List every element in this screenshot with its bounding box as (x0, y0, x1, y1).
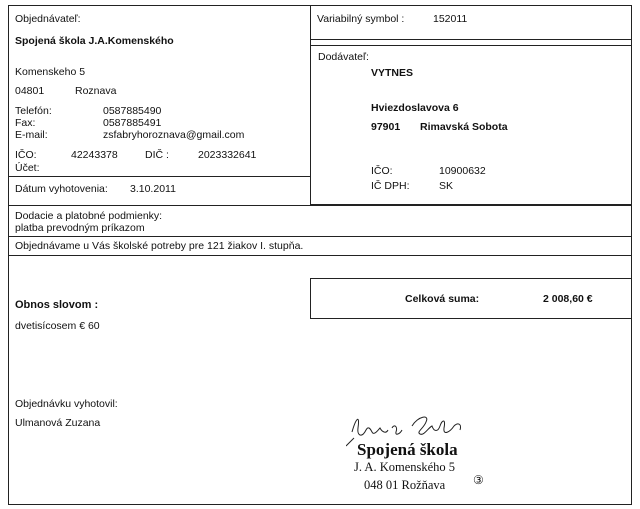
buyer-ico-label: IČO: (15, 149, 37, 161)
buyer-label: Objednávateľ: (15, 13, 81, 25)
supplier-label: Dodávateľ: (318, 51, 369, 63)
buyer-name: Spojená škola J.A.Komenského (15, 35, 174, 47)
terms-label: Dodacie a platobné podmienky: (15, 210, 163, 222)
buyer-street: Komenskeho 5 (15, 66, 86, 78)
date-divider (8, 176, 310, 177)
buyer-email-label: E-mail: (15, 129, 48, 141)
prepared-by-label: Objednávku vyhotovil: (15, 398, 118, 410)
buyer-account-label: Účet: (15, 162, 40, 174)
date-label: Dátum vyhotovenia: (15, 183, 108, 195)
terms-divider-top (8, 205, 632, 206)
variable-symbol-divider (310, 39, 632, 40)
prepared-by-name: Ulmanová Zuzana (15, 417, 101, 429)
supplier-ico: 10900632 (439, 165, 486, 177)
buyer-fax-label: Fax: (15, 117, 36, 129)
buyer-dic: 2023332641 (198, 149, 257, 161)
total-label: Celková suma: (405, 293, 480, 305)
order-text-divider (8, 255, 632, 256)
buyer-email: zsfabryhoroznava@gmail.com (103, 129, 245, 141)
stamp-number: ③ (473, 473, 484, 487)
buyer-dic-label: DIČ : (145, 149, 169, 161)
stamp-line-3: 048 01 Rožňava (364, 478, 446, 492)
stamp-line-1: Spojená škola (357, 440, 458, 459)
total-value: 2 008,60 € (543, 293, 593, 305)
variable-symbol-label: Variabilný symbol : (317, 13, 405, 25)
supplier-name: VYTNES (371, 67, 414, 79)
buyer-fax: 0587885491 (103, 117, 162, 129)
order-text: Objednávame u Vás školské potreby pre 121 žiakov I. stupňa. (15, 240, 304, 252)
buyer-ico: 42243378 (71, 149, 118, 161)
terms-value: platba prevodným príkazom (15, 222, 145, 234)
buyer-zip: 04801 (15, 85, 45, 97)
terms-divider-bottom (8, 236, 632, 237)
variable-symbol-value: 152011 (433, 13, 468, 25)
buyer-city: Roznava (75, 85, 117, 97)
date-value: 3.10.2011 (130, 183, 176, 195)
supplier-ico-label: IČO: (371, 165, 393, 177)
supplier-icdph: SK (439, 180, 454, 192)
buyer-phone-label: Telefón: (15, 105, 52, 117)
volume-value: dvetisícosem € 60 (15, 320, 100, 332)
volume-label: Obnos slovom : (15, 299, 99, 311)
buyer-phone: 0587885490 (103, 105, 162, 117)
supplier-icdph-label: IČ DPH: (371, 180, 410, 192)
stamp-line-2: J. A. Komenského 5 (354, 460, 456, 474)
supplier-zip: 97901 (371, 121, 401, 133)
supplier-city: Rimavská Sobota (420, 121, 508, 133)
supplier-street: Hviezdoslavova 6 (371, 102, 459, 114)
